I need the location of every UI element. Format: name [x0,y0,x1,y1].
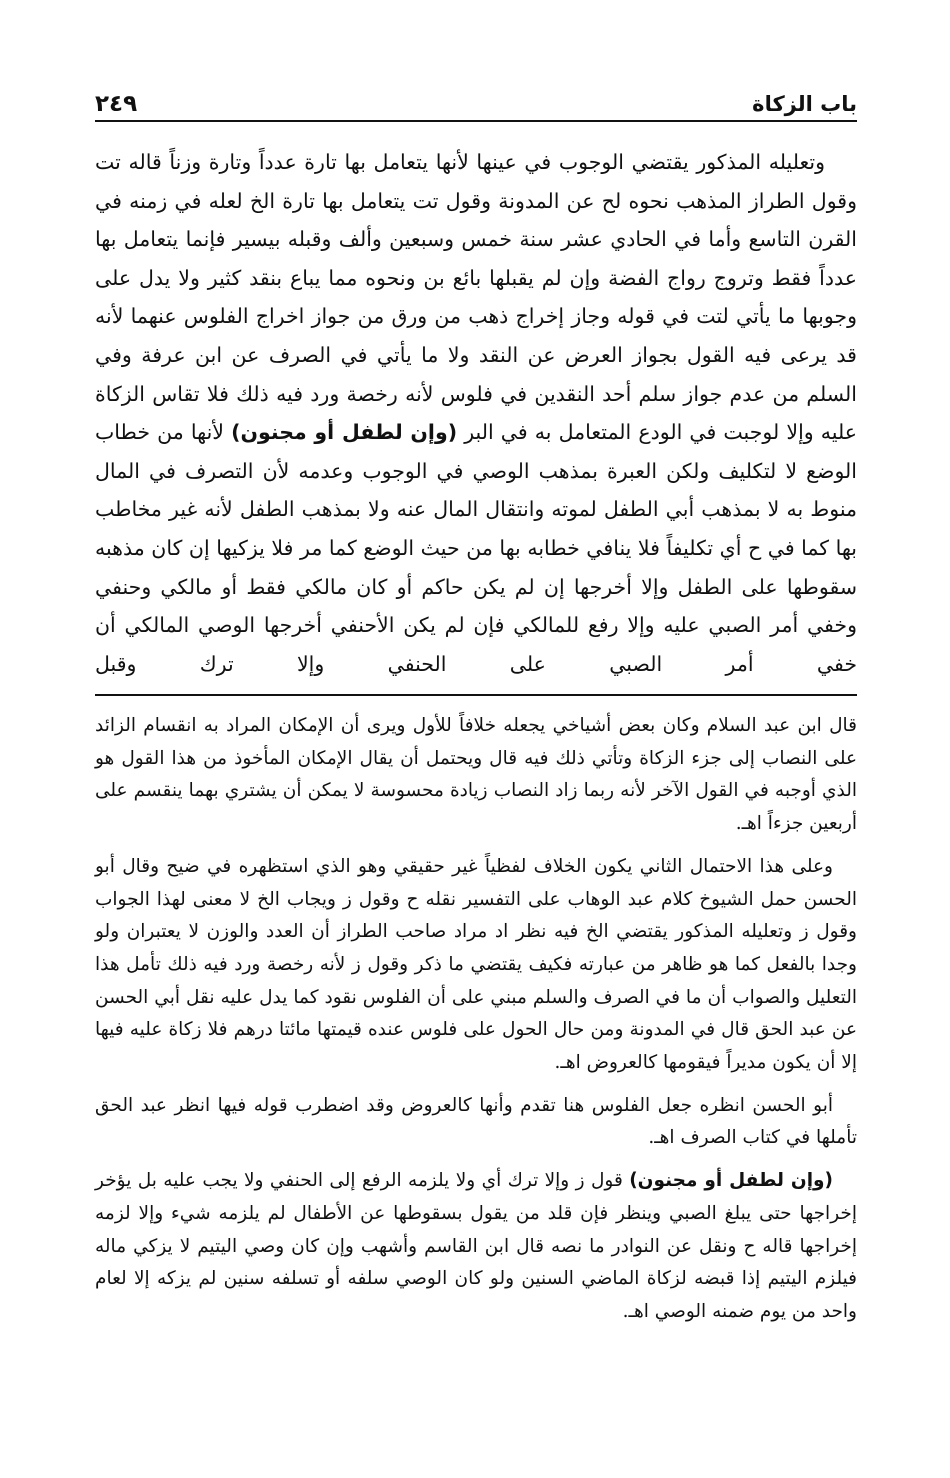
running-header [95,84,857,122]
main-text-part-2: لأنها من خطاب الوضع لا لتكليف ولكن العبرة بمذهب الوصي في الوجوب وعدمه لأن التصرف في المال منوط به لا بمذهب أبي الطفل لموته وانتقال المال عنه ولا بمذهب الطفل لأنه غير مخاطب بها كما في ح أي تكليفاً فلا ينافي خطابه بها من حيث الوضع كما مر فلا يزكيها إن كان مذهبه سقوطها على الطفل وإلا أخرجها إن لم يكن حاكم أو كان مالكي فقط أو مالكي وحنفي وخفي أمر الصبي عليه وإلا رفع للمالكي فإن لم يكن الأحنفي أخرجها الوصي المالكي أن خفي أمر الصبي على الحنفي وإلا ترك وقبل [95,420,857,676]
page-number: ٢٤٩ [95,91,138,117]
footnote-paragraph-3: أبو الحسن انظره جعل الفلوس هنا تقدم وأنها كالعروض وقد اضطرب قوله فيها انظر عبد الحق تأملها في كتاب الصرف اهـ. [95,1094,857,1149]
footnote-paragraph-4-text: قول ز وإلا ترك أي ولا يلزمه الرفع إلى الحنفي ولا يجب عليه بل يؤخر إخراجها حتى يبلغ الصبي وينظر فإن قلد من يقول بسقوطها عن الأطفال لم يلزمه شيء وإلا لزمه إخراجها قاله ح ونقل عن النوادر ما نصه قال ابن القاسم وأشهب وإن كان وصي اليتيم لا يزكي ماله فيلزم اليتيم إذا قبضه لزكاة الماضي السنين ولو كان الوصي سلفه أو تسلفه سنين لم يزكه إلا لعام واحد من يوم ضمنه الوصي اهـ. [95,1170,857,1322]
chapter-title: باب الزكاة [752,92,857,116]
matn-quote: (وإن لطفل أو مجنون) [231,420,458,445]
footnote-paragraph-4 [95,1165,857,1329]
footnote-paragraph-1: قال ابن عبد السلام وكان بعض أشياخي يجعله خلافاً للأول ويرى أن الإمكان المراد به انقسام الزائد على النصاب إلى جزء الزكاة وتأتي ذلك فيه قال ويحتمل أن يقال الإمكان المأخوذ من هذا القول هو الذي أوجبه في القول الآخر لأنه ربما زاد النصاب زيادة محسوسة لا يمكن أن يشتري بهما ينقسم على أربعين جزءاً اهـ. [95,715,857,835]
main-text [95,143,857,683]
footnote-matn-quote: (وإن لطفل أو مجنون) [629,1170,833,1192]
main-paragraph [95,143,857,683]
footnotes [95,710,857,1339]
book-page [95,0,857,1478]
footnote-separator [95,694,857,696]
footnote-paragraph-2: وعلى هذا الاحتمال الثاني يكون الخلاف لفظياً غير حقيقي وهو الذي استظهره في ضيح وقال أبو الحسن حمل الشيوخ كلام عبد الوهاب على التفسير نقله ح وقول ز ويجاب الخ لا معنى لهذا الجواب وقول ز وتعليله المذكور يقتضي الخ فيه نظر اد مراد صاحب الطراز أن العدد والوزن لا يعتبران ولو وجدا بالفعل كما هو ظاهر من عبارته فكيف يقتضي ما ذكر وقول ز لأنه رخصة ورد فيه ذلك تأمل هذا التعليل والصواب أن ما في الصرف والسلم مبني على أن الفلوس نقود كما يدل عليه نقل أبي الحسن عن عبد الحق قال في المدونة ومن حال الحول على فلوس عنده قيمتها مائتا درهم فلا زكاة عليه فيها إلا أن يكون مديراً فيقومها كالعروض اهـ. [95,855,857,1074]
main-text-part-1: وتعليله المذكور يقتضي الوجوب في عينها لأنها يتعامل بها تارة عدداً وتارة وزناً قاله تت وقول الطراز المذهب نحوه لح عن المدونة وقول تت يتعامل بها تارة الخ لعله في زمنه في القرن التاسع وأما في الحادي عشر سنة خمس وسبعين وألف وقبله بيسير فإنما يتعامل بها عدداً فقط وتروج رواج الفضة وإن لم يقبلها بائع بن ونحوه مما يباع بنقد كثير ولا يدل على وجوبها ما يأتي لتت في قوله وجاز إخراج ذهب من ورق من جواز اخراج الفلوس عنهما لأنه قد يرعى فيه القول بجواز العرض عن النقد ولا ما يأتي في الصرف عن ابن عرفة وفي السلم من عدم جواز سلم أحد النقدين في فلوس لأنه رخصة ورد فيه ذلك فلا تقاس الزكاة عليه وإلا لوجبت في الودع المتعامل به في البر [95,150,857,445]
